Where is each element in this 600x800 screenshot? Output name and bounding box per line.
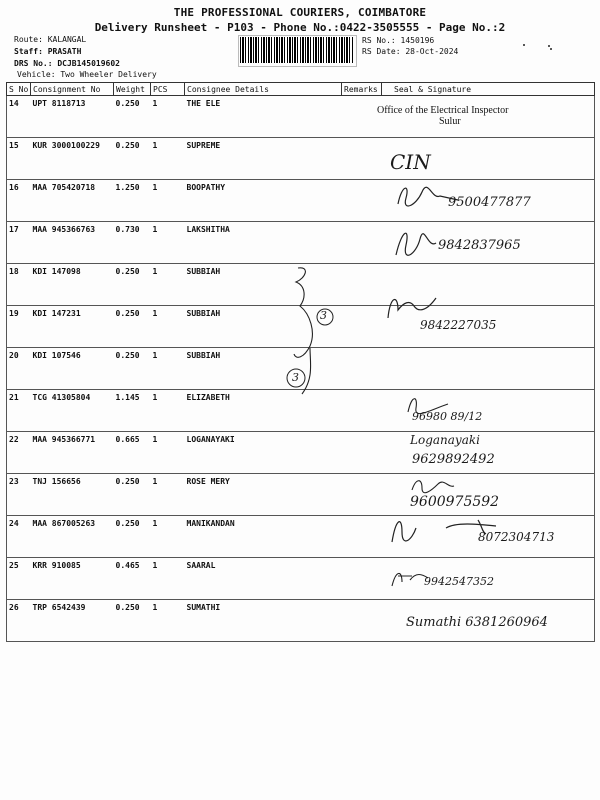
row-remarks (342, 306, 382, 348)
rs-number: RS No.: 1450196 (362, 36, 435, 45)
row-pcs: 1 (152, 183, 158, 192)
row-sno: 23 (9, 477, 19, 486)
phone-row-25: 9942547352 (424, 575, 494, 588)
row-consignment: MAA 945366763 (32, 225, 96, 234)
row-consignee: LOGANAYAKI (186, 435, 235, 444)
row-consignee: THE ELE (186, 99, 221, 108)
row-consignment: KUR 3000100229 (32, 141, 100, 150)
row-sno: 19 (9, 309, 19, 318)
col-remarks: Remarks (342, 83, 382, 96)
row-remarks (342, 558, 382, 600)
row-weight: 0.730 (115, 225, 140, 234)
phone-row-16: 9500477877 (448, 195, 531, 210)
row-consignment: KDI 107546 (32, 351, 81, 360)
row-sno: 24 (9, 519, 19, 528)
row-weight: 0.250 (115, 477, 140, 486)
col-weight: Weight (114, 83, 151, 96)
name-row-22: Loganayaki (410, 433, 480, 447)
phone-row-17: 9842837965 (438, 238, 521, 253)
col-consignment: Consignment No (31, 83, 114, 96)
row-remarks (342, 348, 382, 390)
row-pcs: 1 (152, 351, 158, 360)
row-consignment: TRP 6542439 (32, 603, 86, 612)
row-remarks (342, 600, 382, 642)
row-consignment: KDI 147231 (32, 309, 81, 318)
phone-row-19: 9842227035 (420, 318, 497, 332)
row-remarks (342, 432, 382, 474)
mark-dot (523, 44, 525, 46)
staff-label: Staff: PRASATH (14, 47, 82, 56)
row-pcs: 1 (152, 435, 158, 444)
table-row (7, 558, 595, 600)
row-consignee: SAARAL (186, 561, 216, 570)
row-consignee: LAKSHITHA (186, 225, 230, 234)
row-seal (382, 348, 595, 390)
row-consignee: SUBBIAH (186, 267, 221, 276)
table-row (7, 138, 595, 180)
row-weight: 0.250 (115, 99, 140, 108)
col-sno: S No (7, 83, 31, 96)
stamp-line-1: Office of the Electrical Inspector (377, 105, 509, 116)
row-consignee: ROSE MERY (186, 477, 230, 486)
signature-row-15: CIN (390, 150, 431, 174)
margin-note-3a: 3 (320, 309, 327, 322)
row-weight: 0.250 (115, 309, 140, 318)
row-pcs: 1 (152, 309, 158, 318)
row-remarks (342, 474, 382, 516)
row-consignment: MAA 705420718 (32, 183, 96, 192)
signature-scribble-17 (390, 225, 440, 259)
row-pcs: 1 (152, 519, 158, 528)
phone-row-22: 9629892492 (412, 452, 495, 467)
row-pcs: 1 (152, 561, 158, 570)
row-pcs: 1 (152, 603, 158, 612)
row-weight: 0.250 (115, 603, 140, 612)
row-consignment: MAA 867005263 (32, 519, 96, 528)
row-consignee: SUPREME (186, 141, 221, 150)
row-pcs: 1 (152, 267, 158, 276)
row-sno: 17 (9, 225, 19, 234)
row-sno: 22 (9, 435, 19, 444)
row-sno: 25 (9, 561, 19, 570)
row-pcs: 1 (152, 225, 158, 234)
barcode (240, 37, 353, 63)
company-title: THE PROFESSIONAL COURIERS, COIMBATORE (173, 6, 427, 19)
table-row (7, 474, 595, 516)
margin-note-3b: 3 (292, 371, 299, 384)
row-sno: 14 (9, 99, 19, 108)
table-header-row (7, 83, 595, 96)
col-pcs: PCS (151, 83, 185, 96)
row-weight: 1.145 (115, 393, 140, 402)
row-consignee: ELIZABETH (186, 393, 230, 402)
row-remarks (342, 222, 382, 264)
phone-row-23: 9600975592 (410, 494, 500, 510)
row-consignee: SUBBIAH (186, 351, 221, 360)
row-remarks (342, 138, 382, 180)
row-weight: 0.665 (115, 435, 140, 444)
table-row (7, 432, 595, 474)
row-pcs: 1 (152, 141, 158, 150)
row-sno: 26 (9, 603, 19, 612)
row-sno: 16 (9, 183, 19, 192)
row-consignee: BOOPATHY (186, 183, 226, 192)
office-stamp (377, 105, 508, 127)
row-sno: 20 (9, 351, 19, 360)
mark-dot (550, 48, 552, 50)
row-consignee: MANIKANDAN (186, 519, 235, 528)
row-consignment: KDI 147098 (32, 267, 81, 276)
row-consignee: SUMATHI (186, 603, 221, 612)
row-sno: 15 (9, 141, 19, 150)
row-weight: 0.250 (115, 141, 140, 150)
col-consignee: Consignee Details (185, 83, 342, 96)
route-label: Route: KALANGAL (14, 35, 87, 44)
col-seal: Seal & Signature (382, 83, 595, 96)
row-weight: 0.250 (115, 519, 140, 528)
row-pcs: 1 (152, 99, 158, 108)
signature-row-26: Sumathi 6381260964 (406, 615, 548, 630)
row-consignment: TNJ 156656 (32, 477, 81, 486)
runsheet-title: Delivery Runsheet - P103 - Phone No.:0422-3505555 - Page No.:2 (94, 21, 506, 34)
phone-row-21: 96980 89/12 (412, 410, 483, 423)
vehicle-label: Vehicle: Two Wheeler Delivery (17, 70, 157, 79)
row-consignment: TCG 41305804 (32, 393, 91, 402)
stamp-line-2: Sulur (439, 116, 461, 127)
mark-dot (548, 45, 550, 47)
row-weight: 0.250 (115, 351, 140, 360)
row-consignment: MAA 945366771 (32, 435, 96, 444)
row-remarks (342, 180, 382, 222)
row-remarks (342, 516, 382, 558)
signature-scribble-23 (408, 476, 456, 494)
row-remarks (342, 264, 382, 306)
row-weight: 1.250 (115, 183, 140, 192)
row-remarks (342, 96, 382, 138)
row-consignment: KRR 910085 (32, 561, 81, 570)
rs-date: RS Date: 28-Oct-2024 (362, 47, 459, 56)
row-sno: 18 (9, 267, 19, 276)
phone-row-24: 8072304713 (478, 530, 555, 544)
row-pcs: 1 (152, 477, 158, 486)
row-sno: 21 (9, 393, 19, 402)
row-consignment: UPT 8118713 (32, 99, 86, 108)
row-pcs: 1 (152, 393, 158, 402)
row-remarks (342, 390, 382, 432)
row-weight: 0.250 (115, 267, 140, 276)
drs-number: DRS No.: DCJB145019602 (14, 59, 120, 68)
row-weight: 0.465 (115, 561, 140, 570)
row-consignee: SUBBIAH (186, 309, 221, 318)
